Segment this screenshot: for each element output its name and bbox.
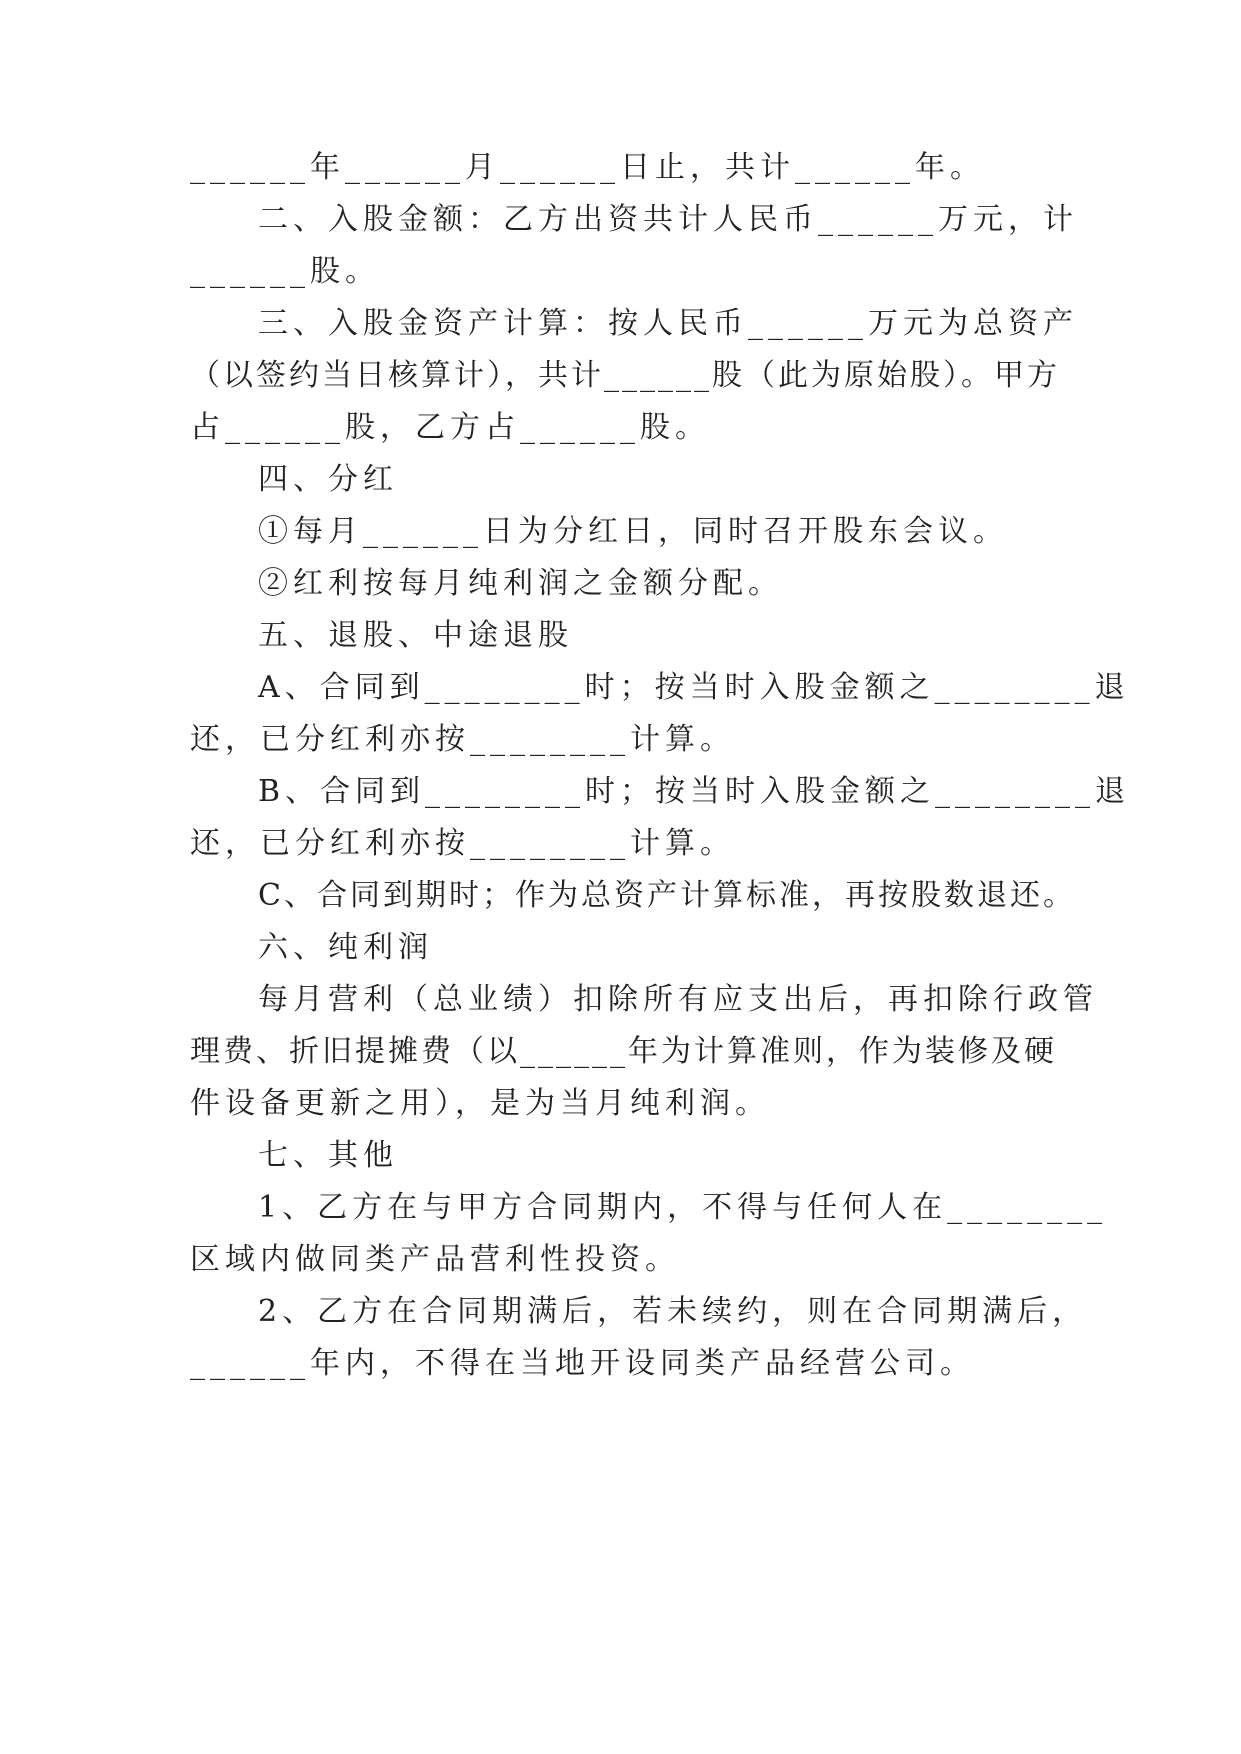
- section-heading-dividends: 四、分红: [258, 462, 398, 497]
- text-line-original-shares: （以签约当日核算计），共计______股（此为原始股）。甲方: [190, 358, 1060, 393]
- text-line-net-profit-def: 每月营利（总业绩）扣除所有应支出后，再扣除行政管: [258, 982, 1098, 1017]
- text-line-clause-a: A、合同到________时；按当时入股金额之________退: [258, 670, 1130, 705]
- text-line-share-split: 占______股，乙方占______股。: [190, 410, 710, 445]
- text-line-shares-count: ______股。: [190, 254, 380, 289]
- text-line-noncompete-2: 2、乙方在合同期满后，若未续约，则在合同期满后，: [258, 1294, 1088, 1329]
- text-line-noncompete-1-cont: 区域内做同类产品营利性投资。: [190, 1242, 680, 1277]
- text-line-asset-calculation: 三、入股金资产计算：按人民币______万元为总资产: [258, 306, 1078, 341]
- text-line-clause-a-cont: 还，已分红利亦按________计算。: [190, 722, 735, 757]
- text-line-depreciation: 理费、折旧提摊费（以______年为计算准则，作为装修及硬: [190, 1034, 1057, 1069]
- text-line-dividend-distribution: ②红利按每月纯利润之金额分配。: [258, 566, 783, 601]
- section-heading-other: 七、其他: [258, 1138, 398, 1173]
- text-line-noncompete-2-cont: ______年内，不得在当地开设同类产品经营公司。: [190, 1346, 975, 1381]
- section-heading-net-profit: 六、纯利润: [258, 930, 433, 965]
- text-line-clause-b-cont: 还，已分红利亦按________计算。: [190, 826, 735, 861]
- text-line-clause-b: B、合同到________时；按当时入股金额之________退: [258, 774, 1131, 809]
- section-heading-withdrawal: 五、退股、中途退股: [258, 618, 573, 653]
- text-line-investment-amount: 二、入股金额：乙方出资共计人民币______万元，计: [258, 202, 1078, 237]
- text-line-noncompete-1: 1、乙方在与甲方合同期内，不得与任何人在________: [258, 1190, 1108, 1225]
- text-line-clause-c: C、合同到期时；作为总资产计算标准，再按股数退还。: [258, 878, 1076, 913]
- text-line-monthly-profit: 件设备更新之用），是为当月纯利润。: [190, 1086, 770, 1121]
- text-line-end-date: ______年______月______日止，共计______年。: [190, 150, 985, 185]
- text-line-dividend-day: ①每月______日为分红日，同时召开股东会议。: [258, 514, 1008, 549]
